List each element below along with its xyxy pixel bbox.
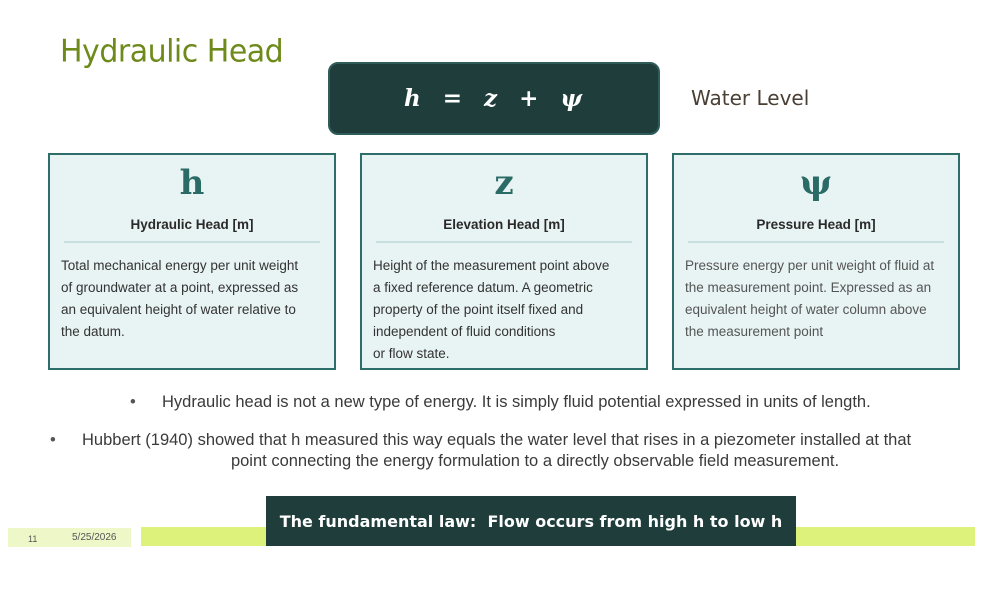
page-number: 11 bbox=[28, 534, 38, 544]
card-elevation-head bbox=[360, 153, 648, 370]
card-line: of groundwater at a point, expressed as bbox=[61, 280, 299, 295]
card-heading: Hydraulic Head [m] bbox=[130, 217, 254, 232]
footer-date: 5/25/2026 bbox=[72, 532, 117, 543]
card-line: Height of the measurement point above bbox=[373, 258, 610, 273]
formula-box bbox=[328, 62, 660, 135]
card-symbol: h bbox=[179, 163, 205, 203]
bullet-marker: • bbox=[50, 431, 56, 449]
card-line: independent of fluid conditions bbox=[373, 324, 556, 339]
card-line: Pressure energy per unit weight of fluid at bbox=[685, 258, 935, 273]
card-description bbox=[373, 255, 636, 365]
card-description bbox=[61, 255, 324, 343]
water-level-label: Water Level bbox=[691, 86, 810, 110]
bullet-marker: • bbox=[130, 393, 136, 411]
card-heading: Elevation Head [m] bbox=[443, 217, 565, 232]
card-line: an equivalent height of water relative to bbox=[61, 302, 296, 317]
card-divider bbox=[376, 241, 632, 243]
card-divider bbox=[64, 241, 320, 243]
banner-text: The fundamental law: Flow occurs from high h to low h bbox=[279, 511, 783, 531]
card-line: the measurement point bbox=[685, 324, 824, 339]
card-divider bbox=[688, 241, 944, 243]
card-line: a fixed reference datum. A geometric bbox=[373, 280, 593, 295]
bullet-item bbox=[50, 431, 980, 471]
card-heading: Pressure Head [m] bbox=[756, 217, 876, 232]
card-pressure-head bbox=[672, 153, 960, 370]
card-line: property of the point itself fixed and bbox=[373, 302, 584, 317]
bullet-item bbox=[130, 393, 871, 412]
bullet-text: Hubbert (1940) showed that h measured this way equals the water level that rises in a piezometer installed at that bbox=[82, 431, 912, 449]
fundamental-law-banner bbox=[266, 496, 796, 546]
card-description bbox=[685, 255, 948, 343]
card-symbol: ψ bbox=[799, 163, 832, 203]
card-symbol: z bbox=[494, 163, 514, 203]
card-line: equivalent height of water column above bbox=[685, 302, 927, 317]
formula: h = z + ψ bbox=[403, 85, 585, 112]
card-line: or flow state. bbox=[373, 346, 450, 361]
bullet-text: Hydraulic head is not a new type of energy. It is simply fluid potential expressed in units of length. bbox=[162, 393, 871, 411]
card-hydraulic-head bbox=[48, 153, 336, 370]
slide-title: Hydraulic Head bbox=[60, 33, 284, 70]
card-line: the measurement point. Expressed as an bbox=[685, 280, 932, 295]
bullet-text-continued: point connecting the energy formulation to a directly observable field measurement. bbox=[230, 452, 840, 470]
card-line: the datum. bbox=[61, 324, 125, 339]
card-line: Total mechanical energy per unit weight bbox=[61, 258, 299, 273]
